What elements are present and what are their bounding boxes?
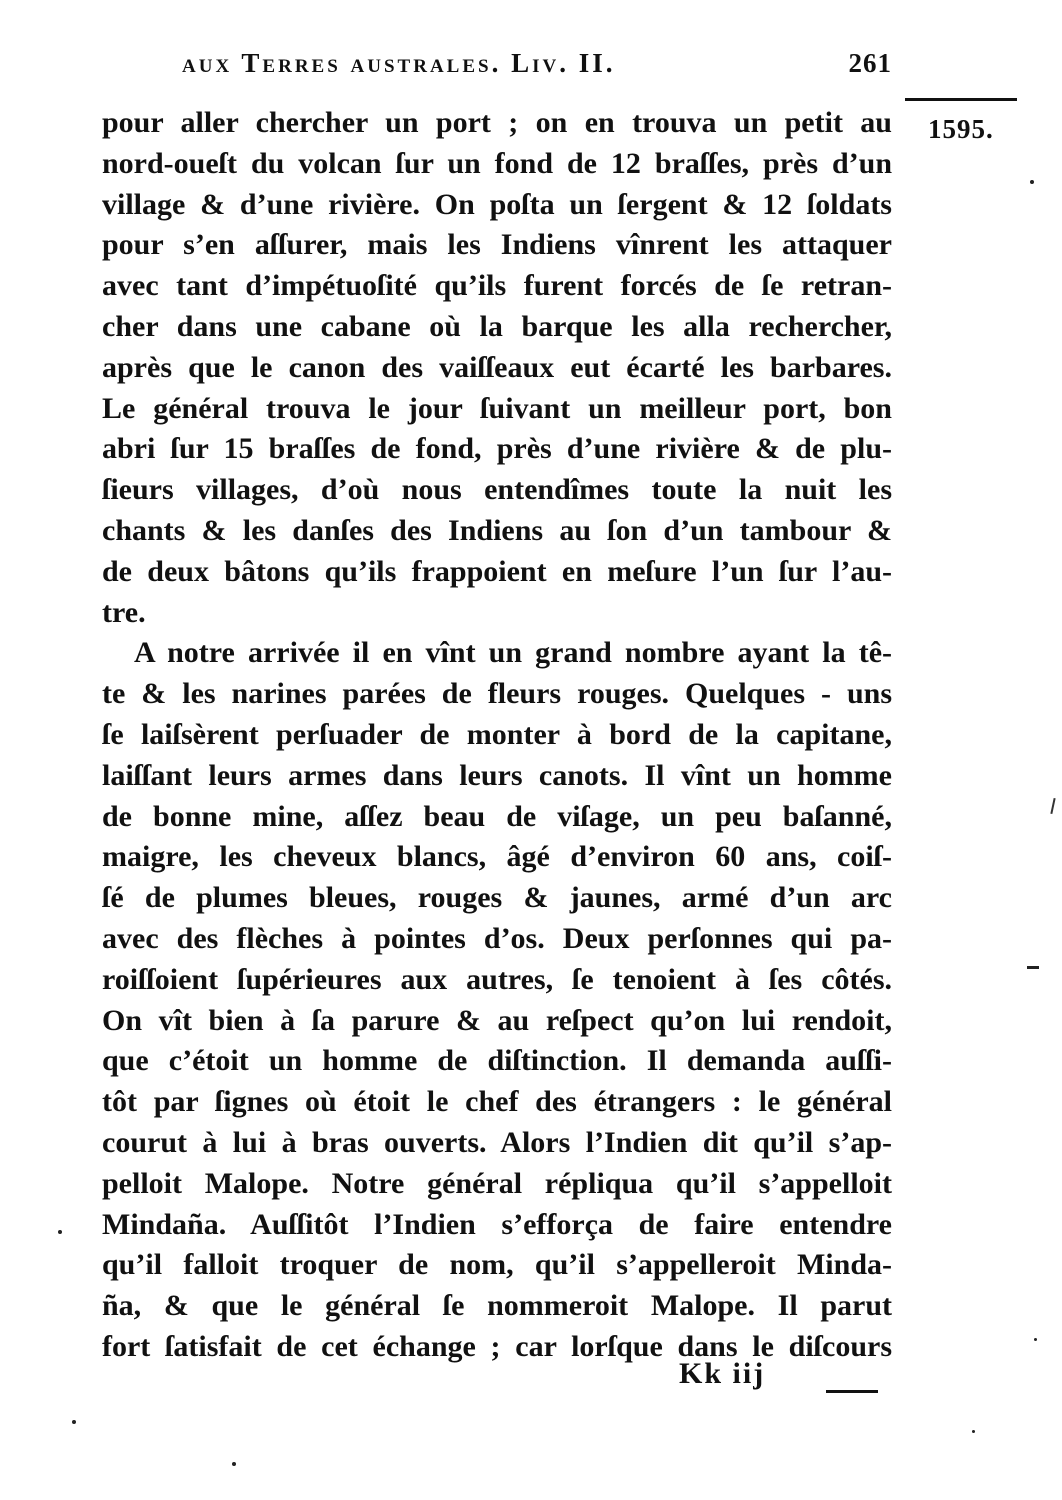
text-line: ſe laiſsèrent perſuader de monter à bord de la capitane, <box>102 717 892 751</box>
text-line: te & les narines parées de fleurs rouges. Quelques - uns <box>102 677 892 711</box>
text-line: pelloit Malope. Notre général répliqua qu’il s’appelloit <box>102 1166 892 1200</box>
text-line: village & d’une rivière. On poſta un ſergent & 12 ſoldats <box>102 187 892 221</box>
text-line: que c’étoit un homme de diſtinction. Il demanda auſſi- <box>102 1044 892 1078</box>
text-line: de deux bâtons qu’ils frappoient en meſure l’un ſur l’au- <box>102 554 892 588</box>
text-line: roiſſoient ſupérieures aux autres, ſe tenoient à ſes côtés. <box>102 962 892 996</box>
text-line: courut à lui à bras ouverts. Alors l’Indien dit qu’il s’ap- <box>102 1125 892 1159</box>
text-line: fort ſatisfait de cet échange ; car lorſque dans le diſcours <box>102 1329 892 1363</box>
margin-rule <box>905 98 1017 101</box>
text-line: A notre arrivée il en vînt un grand nombre ayant la tê- <box>134 636 892 670</box>
text-line: chants & les danſes des Indiens au ſon d’un tambour & <box>102 513 892 547</box>
text-line: ña, & que le général ſe nommeroit Malope. Il parut <box>102 1289 892 1323</box>
margin-tick-mark <box>1050 798 1055 814</box>
text-line: pour s’en aſſurer, mais les Indiens vînrent les attaquer <box>102 228 892 262</box>
text-line: abri ſur 15 braſſes de fond, près d’une rivière & de plu- <box>102 432 892 466</box>
ink-speck <box>58 1230 62 1234</box>
text-line: ſieurs villages, d’où nous entendîmes toute la nuit les <box>102 473 892 507</box>
running-header <box>182 48 892 92</box>
text-line: Mindaña. Auſſitôt l’Indien s’efforça de faire entendre <box>102 1207 892 1241</box>
ink-speck <box>1030 180 1034 184</box>
margin-dash-mark <box>1027 966 1039 969</box>
page-number: 261 <box>848 48 892 78</box>
ink-speck <box>232 1462 236 1466</box>
margin-year-note: 1595. <box>928 114 994 144</box>
text-line: avec tant d’impétuoſité qu’ils furent forcés de ſe retran- <box>102 269 892 303</box>
text-line: ſé de plumes bleues, rouges & jaunes, armé d’un arc <box>102 881 892 915</box>
text-line: pour aller chercher un port ; on en trouva un petit au <box>102 106 892 139</box>
header-title: aux Terres australes. Liv. II. <box>182 48 616 78</box>
ink-speck <box>1034 1338 1037 1341</box>
text-line: après que le canon des vaiſſeaux eut écarté les barbares. <box>102 350 892 384</box>
text-line: tôt par ſignes où étoit le chef des étrangers : le général <box>102 1085 892 1119</box>
text-line: nord-oueſt du volcan ſur un fond de 12 braſſes, près d’un <box>102 146 892 180</box>
text-line: avec des flèches à pointes d’os. Deux perſonnes qui pa- <box>102 921 892 955</box>
body-text <box>102 103 892 1368</box>
text-line: cher dans une cabane où la barque les alla rechercher, <box>102 309 892 343</box>
ink-speck <box>72 1420 76 1424</box>
text-line: On vît bien à ſa parure & au reſpect qu’on lui rendoit, <box>102 1003 892 1037</box>
text-line: laiſſant leurs armes dans leurs canots. Il vînt un homme <box>102 758 892 792</box>
text-line: Le général trouva le jour ſuivant un meilleur port, bon <box>102 391 892 425</box>
signature-catchword: Kk iij <box>679 1357 766 1390</box>
text-line: de bonne mine, aſſez beau de viſage, un peu baſanné, <box>102 799 892 833</box>
ink-speck <box>972 1430 975 1433</box>
footer-rule <box>826 1390 878 1393</box>
text-line: qu’il falloit troquer de nom, qu’il s’appelleroit Minda- <box>102 1248 892 1282</box>
text-line: tre. <box>102 595 146 629</box>
text-line: maigre, les cheveux blancs, âgé d’environ 60 ans, coiſ- <box>102 840 892 874</box>
